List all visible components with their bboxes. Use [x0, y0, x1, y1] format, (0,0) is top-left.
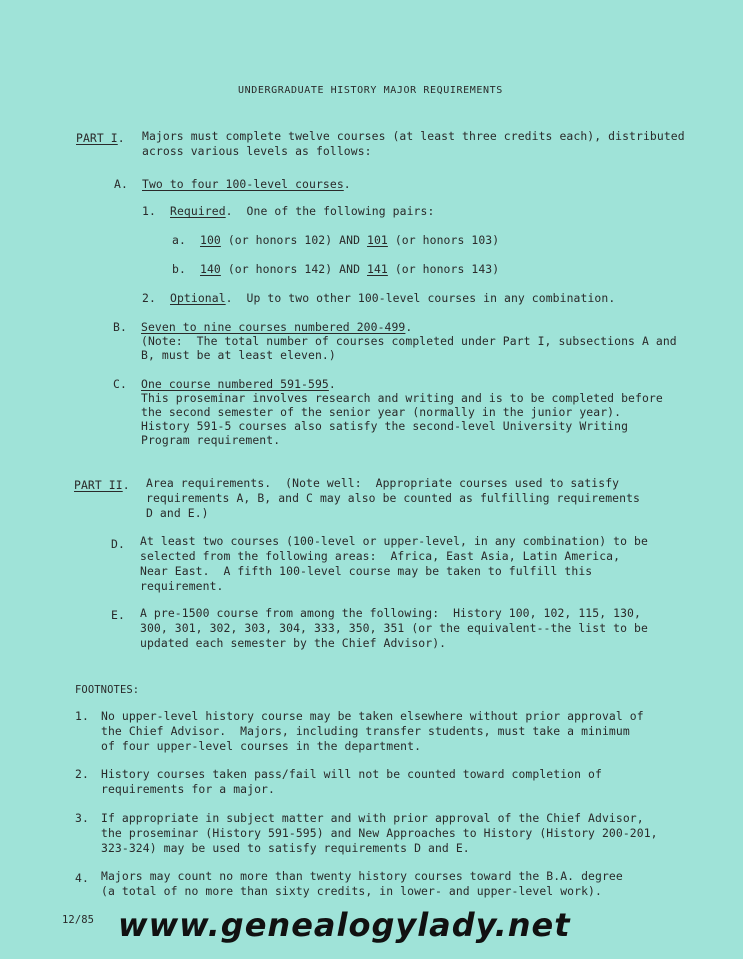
part1-intro-line-2: across various levels as follows:	[142, 144, 372, 158]
section-d-line-2: selected from the following areas: Africa, East Asia, Latin America,	[140, 549, 621, 563]
part1-label: PART I.	[76, 131, 125, 145]
section-e-line-2: 300, 301, 302, 303, 304, 333, 350, 351 (or the equivalent--the list to be	[140, 621, 648, 635]
section-a-marker: A.	[114, 177, 128, 191]
section-b-line-2: B, must be at least eleven.)	[141, 348, 336, 362]
section-c-heading: One course numbered 591-595.	[141, 377, 336, 391]
footnote-2-line-2: requirements for a major.	[101, 782, 275, 796]
section-b-line-1: (Note: The total number of courses completed under Part I, subsections A and	[141, 334, 677, 348]
pair-b-marker: b.	[172, 262, 186, 276]
section-a-item2: Optional. Up to two other 100-level courses in any combination.	[170, 291, 616, 305]
pair-a-marker: a.	[172, 233, 186, 247]
date-code: 12/85	[62, 914, 95, 926]
part2-label: PART II.	[74, 478, 130, 492]
page-title: UNDERGRADUATE HISTORY MAJOR REQUIREMENTS	[238, 85, 503, 96]
section-c-line-2: the second semester of the senior year (normally in the junior year).	[141, 405, 622, 419]
section-d-line-1: At least two courses (100-level or upper-level, in any combination) to be	[140, 534, 648, 548]
section-c-marker: C.	[113, 377, 127, 391]
section-d-line-3: Near East. A fifth 100-level course may be taken to fulfill this	[140, 564, 593, 578]
section-e-line-1: A pre-1500 course from among the following: History 100, 102, 115, 130,	[140, 606, 641, 620]
pair-b-text: 140 (or honors 142) AND 141 (or honors 143)	[200, 262, 500, 276]
footnote-4-line-1: Majors may count no more than twenty history courses toward the B.A. degree	[101, 869, 623, 883]
section-a-heading: Two to four 100-level courses.	[142, 177, 351, 191]
part2-intro-line-1: Area requirements. (Note well: Appropriate courses used to satisfy	[146, 476, 620, 490]
section-a-item1-num: 1.	[142, 204, 156, 218]
footnote-1-line-3: of four upper-level courses in the department.	[101, 739, 422, 753]
footnote-1-line-1: No upper-level history course may be taken elsewhere without prior approval of	[101, 709, 644, 723]
watermark: www.genealogylady.net	[118, 906, 571, 944]
part1-intro-line-1: Majors must complete twelve courses (at least three credits each), distributed	[142, 129, 685, 143]
footnote-3-line-2: the proseminar (History 591-595) and New Approaches to History (History 200-201,	[101, 826, 658, 840]
footnote-2-line-1: History courses taken pass/fail will not be counted toward completion of	[101, 767, 602, 781]
section-e-marker: E.	[111, 608, 125, 622]
footnote-3-line-3: 323-324) may be used to satisfy requirements D and E.	[101, 841, 470, 855]
section-d-marker: D.	[111, 537, 125, 551]
section-c-line-3: History 591-5 courses also satisfy the second-level University Writing	[141, 419, 629, 433]
section-c-line-1: This proseminar involves research and writing and is to be completed before	[141, 391, 663, 405]
footnote-1-num: 1.	[75, 709, 89, 723]
section-a-item1: Required. One of the following pairs:	[170, 204, 435, 218]
footnotes-heading: FOOTNOTES:	[75, 684, 140, 696]
section-b-marker: B.	[113, 320, 127, 334]
footnote-1-line-2: the Chief Advisor. Majors, including transfer students, must take a minimum	[101, 724, 630, 738]
section-d-line-4: requirement.	[140, 579, 224, 593]
footnote-3-line-1: If appropriate in subject matter and with prior approval of the Chief Advisor,	[101, 811, 644, 825]
footnote-3-num: 3.	[75, 811, 89, 825]
section-c-line-4: Program requirement.	[141, 433, 281, 447]
part2-intro-line-2: requirements A, B, and C may also be counted as fulfilling requirements	[146, 491, 640, 505]
section-a-item2-num: 2.	[142, 291, 156, 305]
pair-a-text: 100 (or honors 102) AND 101 (or honors 103)	[200, 233, 500, 247]
part2-intro-line-3: D and E.)	[146, 506, 209, 520]
section-b-heading: Seven to nine courses numbered 200-499.	[141, 320, 413, 334]
footnote-4-line-2: (a total of no more than sixty credits, in lower- and upper-level work).	[101, 884, 602, 898]
footnote-2-num: 2.	[75, 767, 89, 781]
footnote-4-num: 4.	[75, 871, 89, 885]
section-e-line-3: updated each semester by the Chief Advisor).	[140, 636, 447, 650]
